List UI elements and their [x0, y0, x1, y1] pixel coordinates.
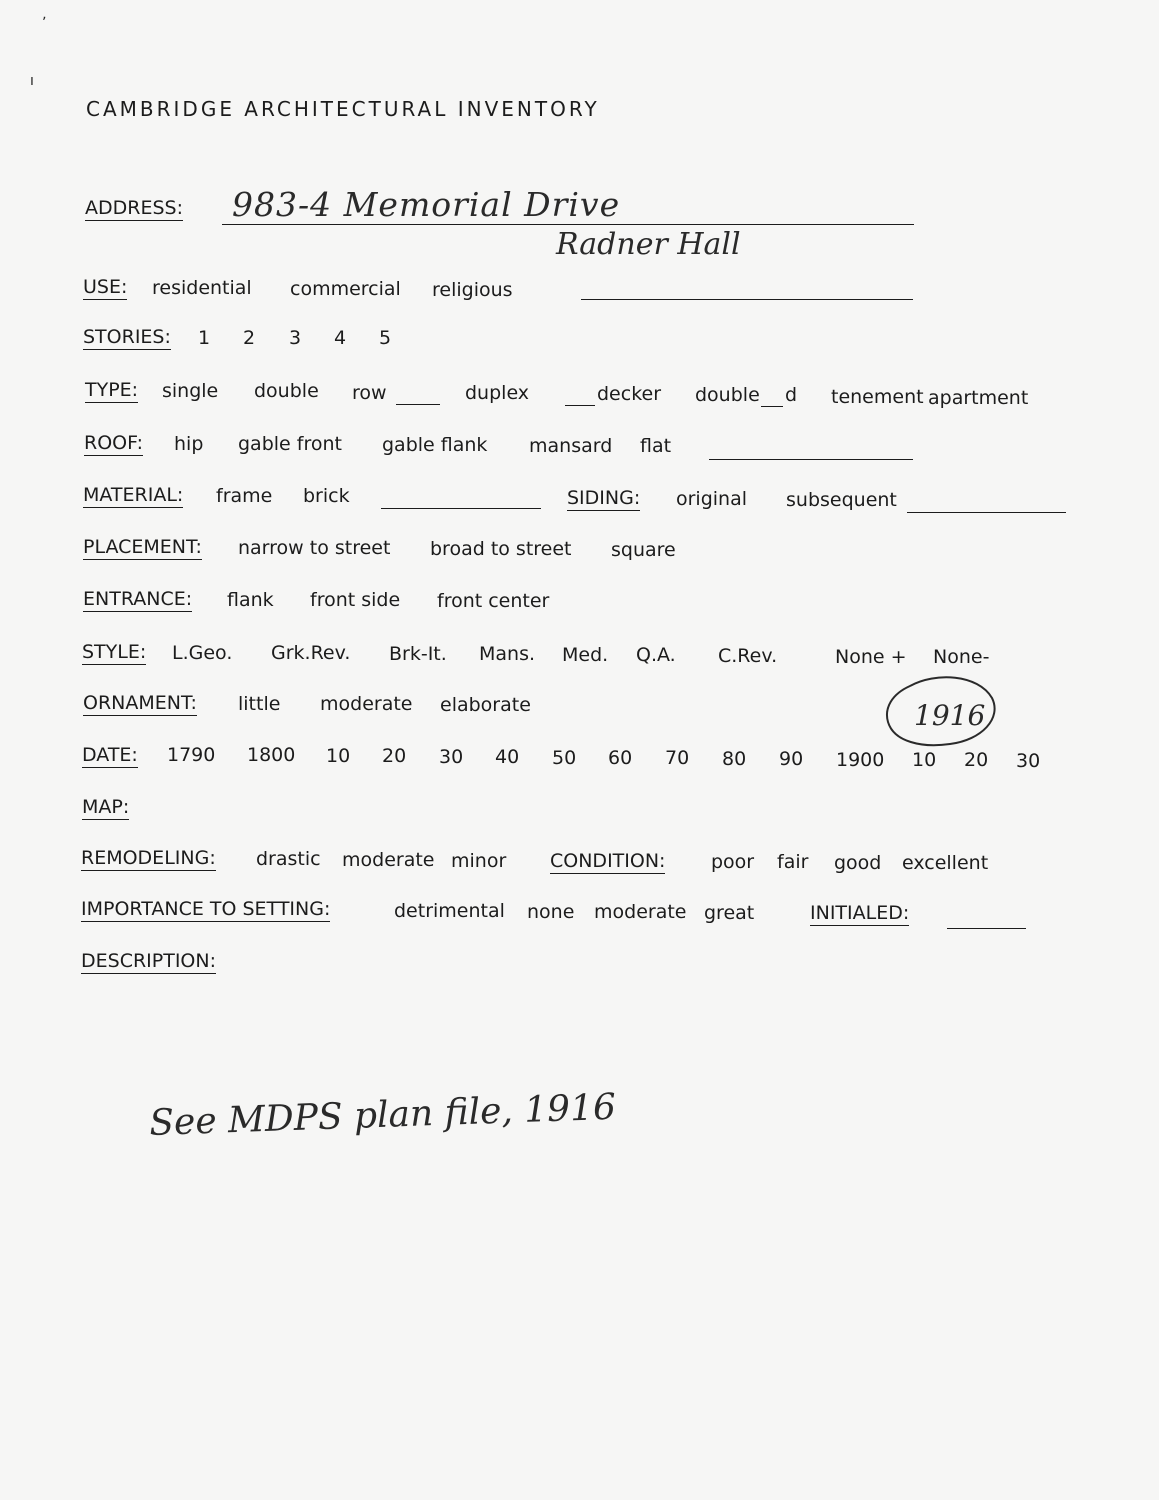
date-option[interactable]: 30 [439, 746, 464, 768]
remodeling-option[interactable]: moderate [342, 849, 435, 871]
use-option[interactable]: commercial [290, 278, 401, 300]
style-option[interactable]: Grk.Rev. [271, 642, 351, 664]
material-other-line[interactable] [381, 508, 541, 509]
description-label: DESCRIPTION: [81, 950, 217, 972]
entrance-option[interactable]: front side [310, 589, 401, 611]
roof-option[interactable]: gable front [238, 433, 342, 455]
use-option[interactable]: residential [152, 277, 252, 299]
type-label: TYPE: [85, 379, 139, 401]
style-option[interactable]: L.Geo. [172, 642, 233, 664]
type-option[interactable]: decker [597, 383, 662, 405]
siding-label: SIDING: [567, 487, 641, 509]
placement-label: PLACEMENT: [83, 536, 202, 558]
style-option[interactable]: C.Rev. [718, 645, 778, 667]
type-double-d-blank[interactable] [761, 406, 783, 407]
stories-option[interactable]: 1 [198, 327, 211, 349]
description-handwritten: See MDPS plan file, 1916 [148, 1086, 617, 1144]
date-option[interactable]: 1900 [836, 749, 885, 771]
style-option[interactable]: Brk-It. [389, 643, 447, 665]
date-label: DATE: [82, 744, 138, 766]
building-name-handwritten: Radner Hall [556, 227, 741, 262]
ornament-option[interactable]: moderate [320, 693, 413, 715]
stories-option[interactable]: 5 [379, 327, 392, 349]
condition-option[interactable]: excellent [902, 852, 989, 874]
ornament-option[interactable]: little [238, 693, 281, 715]
siding-option[interactable]: original [676, 488, 748, 510]
date-option[interactable]: 10 [912, 749, 937, 771]
type-row-blank[interactable] [396, 404, 440, 405]
date-option[interactable]: 70 [665, 747, 690, 769]
importance-label: IMPORTANCE TO SETTING: [81, 898, 331, 920]
address-label: ADDRESS: [85, 197, 183, 219]
style-option[interactable]: Q.A. [636, 644, 676, 666]
placement-option[interactable]: broad to street [430, 538, 572, 560]
remodeling-option[interactable]: drastic [256, 848, 321, 870]
date-option[interactable]: 20 [964, 749, 989, 771]
remodeling-option[interactable]: minor [451, 850, 507, 872]
margin-mark: ı [30, 73, 34, 89]
roof-other-line[interactable] [709, 459, 913, 460]
condition-option[interactable]: fair [777, 851, 809, 873]
stories-option[interactable]: 4 [334, 327, 347, 349]
roof-label: ROOF: [84, 432, 143, 454]
date-handwritten: 1916 [914, 699, 986, 732]
style-option[interactable]: None- [933, 646, 990, 668]
material-label: MATERIAL: [83, 484, 184, 506]
date-option[interactable]: 40 [495, 746, 520, 768]
importance-option[interactable]: great [704, 902, 755, 924]
siding-option[interactable]: subsequent [786, 489, 897, 511]
type-option[interactable]: duplex [465, 382, 530, 404]
importance-option[interactable]: moderate [594, 901, 687, 923]
use-other-line[interactable] [581, 299, 913, 300]
type-option[interactable]: row [352, 382, 387, 404]
address-handwritten: 983-4 Memorial Drive [232, 185, 621, 224]
map-label: MAP: [82, 796, 130, 818]
condition-option[interactable]: poor [711, 851, 755, 873]
ornament-label: ORNAMENT: [83, 692, 197, 714]
placement-option[interactable]: narrow to street [238, 537, 391, 559]
date-option[interactable]: 50 [552, 747, 577, 769]
roof-option[interactable]: flat [640, 435, 672, 457]
form-title: CAMBRIDGE ARCHITECTURAL INVENTORY [86, 97, 600, 121]
stories-option[interactable]: 3 [289, 327, 302, 349]
initialed-label: INITIALED: [810, 902, 910, 924]
date-option[interactable]: 20 [382, 745, 407, 767]
remodeling-label: REMODELING: [81, 847, 216, 869]
material-option[interactable]: brick [303, 485, 350, 507]
date-option[interactable]: 1790 [167, 744, 216, 766]
ornament-option[interactable]: elaborate [440, 694, 531, 716]
placement-option[interactable]: square [611, 539, 676, 561]
style-option[interactable]: Mans. [479, 643, 536, 665]
use-option[interactable]: religious [432, 279, 513, 301]
material-option[interactable]: frame [216, 485, 273, 507]
roof-option[interactable]: gable flank [382, 434, 488, 456]
type-option[interactable]: d [785, 384, 798, 406]
use-label: USE: [83, 276, 128, 298]
siding-other-line[interactable] [907, 512, 1066, 513]
date-option[interactable]: 80 [722, 748, 747, 770]
date-option[interactable]: 1800 [247, 744, 296, 766]
condition-label: CONDITION: [550, 850, 666, 872]
type-decker-blank[interactable] [565, 405, 595, 406]
style-label: STYLE: [82, 641, 147, 663]
address-field-line[interactable] [222, 224, 914, 225]
type-option[interactable]: double [254, 380, 319, 402]
style-option[interactable]: Med. [562, 644, 609, 666]
date-option[interactable]: 60 [608, 747, 633, 769]
importance-option[interactable]: detrimental [394, 900, 505, 922]
type-option[interactable]: single [162, 380, 219, 402]
stories-label: STORIES: [83, 326, 171, 348]
date-option[interactable]: 10 [326, 745, 351, 767]
style-option[interactable]: None + [835, 646, 907, 668]
entrance-option[interactable]: flank [227, 589, 274, 611]
margin-mark: ʼ [42, 15, 47, 31]
type-option[interactable]: apartment [928, 387, 1029, 409]
stories-option[interactable]: 2 [243, 327, 256, 349]
type-option[interactable]: double [695, 384, 760, 406]
entrance-option[interactable]: front center [437, 590, 550, 612]
date-option[interactable]: 90 [779, 748, 804, 770]
initialed-line[interactable] [947, 928, 1026, 929]
importance-option[interactable]: none [527, 901, 575, 923]
date-option[interactable]: 30 [1016, 750, 1041, 772]
roof-option[interactable]: hip [174, 433, 204, 455]
roof-option[interactable]: mansard [529, 435, 613, 457]
entrance-label: ENTRANCE: [83, 588, 193, 610]
condition-option[interactable]: good [834, 852, 882, 874]
type-option[interactable]: tenement [831, 386, 924, 408]
